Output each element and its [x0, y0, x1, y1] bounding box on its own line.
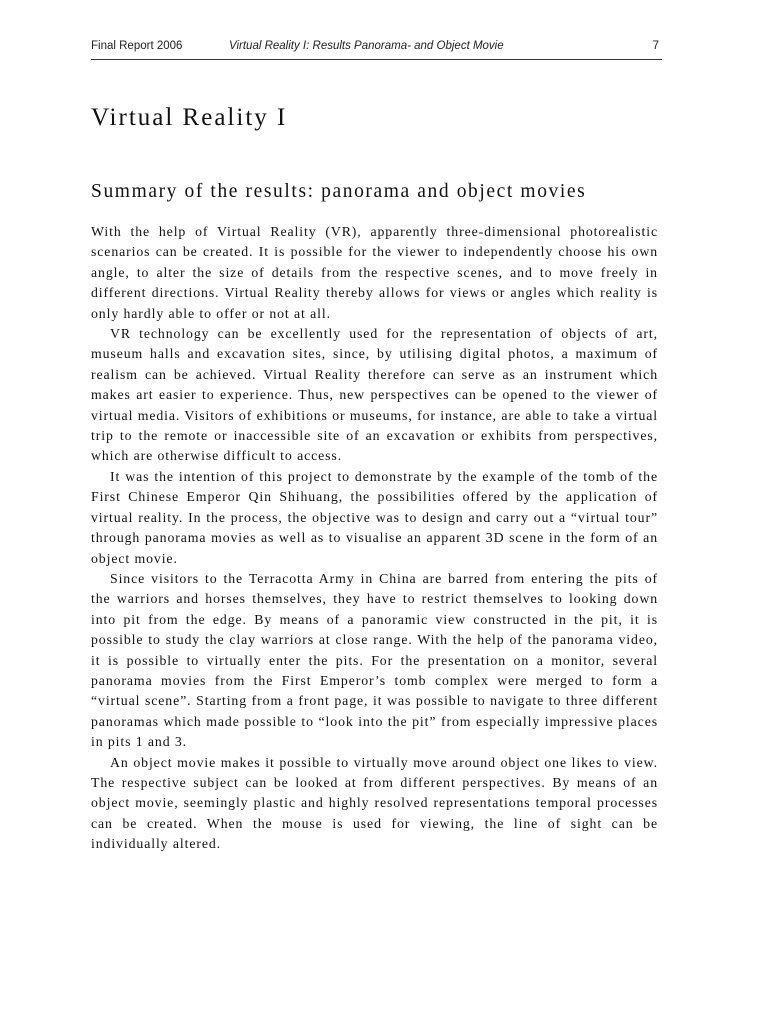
header-running-title: Virtual Reality I: Results Panorama- and Object Movie [229, 40, 504, 52]
paragraph: It was the intention of this project to demonstrate by the example of the tomb of the First Chinese Emperor Qin Shihuang, the possibilities offered by the application of virtual reality. In the process, the objective was to design and carry out a “virtual tour” through panorama movies as well as to visualise an apparent 3D scene in the form of an object movie. [91, 468, 658, 566]
header-report-label: Final Report 2006 [91, 40, 183, 52]
paragraph: With the help of Virtual Reality (VR), apparently three-dimensional photorealistic scenarios can be created. It is possible for the viewer to independently choose his own angle, to alter the size of details from the respective scenes, and to move freely in different directions. Virtual Reality thereby allows for views or angles which reality is only hardly able to offer or not at all. [91, 224, 658, 321]
header-divider [91, 59, 662, 60]
page-number: 7 [652, 40, 659, 52]
page-header [91, 40, 661, 58]
paragraph: An object movie makes it possible to virtually move around object one likes to view. The respective subject can be looked at from different perspectives. By means of an object movie, seemingly plastic and highly resolved representations temporal processes can be created. When the mouse is used for viewing, the line of sight can be individually altered. [91, 754, 658, 852]
body-text [91, 222, 658, 855]
paragraph: VR technology can be excellently used for the representation of objects of art, museum halls and excavation sites, since, by utilising digital photos, a maximum of realism can be achieved. Virtual Reality therefore can serve as an instrument which makes art easier to experience. Thus, new perspectives can be opened to the viewer of virtual media. Visitors of exhibitions or museums, for instance, are able to take a virtual trip to the remote or inaccessible site of an excavation or exhibits from perspectives, which are otherwise difficult to access. [91, 326, 658, 464]
section-heading: Summary of the results: panorama and object movies [91, 181, 587, 202]
paragraph: Since visitors to the Terracotta Army in China are barred from entering the pits of the warriors and horses themselves, they have to restrict themselves to looking down into pit from the edge. By means of a panoramic view constructed in the pit, it is possible to study the clay warriors at close range. With the help of the panorama video, it is possible to virtually enter the pits. For the presentation on a monitor, several panorama movies from the First Emperor’s tomb complex were merged to form a “virtual scene”. Starting from a front page, it was possible to navigate to three different panoramas which made possible to “look into the pit” from especially impressive places in pits 1 and 3. [91, 570, 658, 750]
document-title: Virtual Reality I [91, 104, 288, 131]
